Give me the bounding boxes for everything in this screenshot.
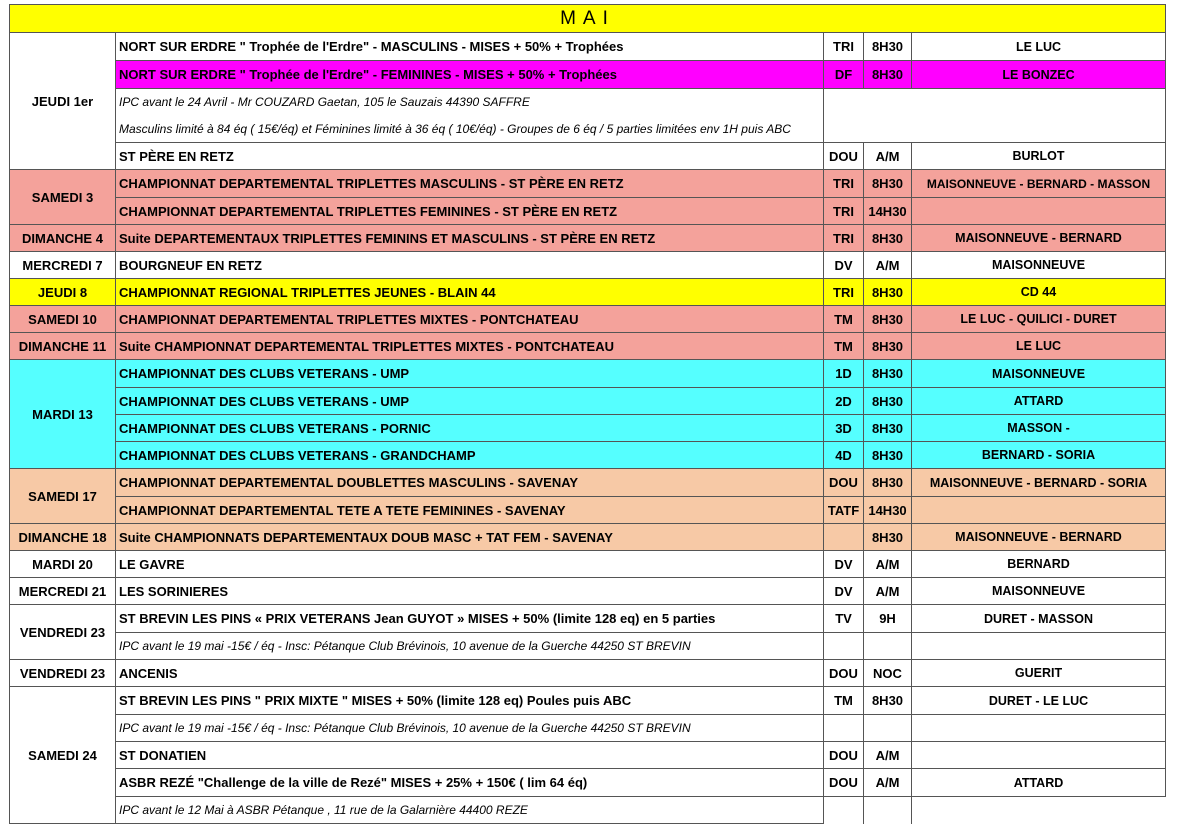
event-cell: LES SORINIERES <box>116 578 824 605</box>
arbiter-cell: MAISONNEUVE <box>912 252 1166 279</box>
table-row <box>10 660 1166 687</box>
time-cell: 8H30 <box>864 279 912 306</box>
time-cell: 9H <box>864 605 912 633</box>
table-row <box>10 687 1166 715</box>
table-row <box>10 198 1166 225</box>
event-cell: CHAMPIONNAT DEPARTEMENTAL TRIPLETTES MASCULINS - ST PÈRE EN RETZ <box>116 170 824 198</box>
type-cell: DV <box>824 551 864 578</box>
event-cell: ST BREVIN LES PINS « PRIX VETERANS Jean GUYOT » MISES + 50% (limite 128 eq) en 5 parties <box>116 605 824 633</box>
note-cell: IPC avant le 12 Mai à ASBR Pétanque , 11 rue de la Galarnière 44400 REZE <box>116 797 824 824</box>
table-row <box>10 442 1166 469</box>
blank-cell <box>864 715 912 742</box>
table-row <box>10 497 1166 524</box>
type-cell: 3D <box>824 415 864 442</box>
type-cell: TRI <box>824 198 864 225</box>
table-row <box>10 715 1166 742</box>
type-cell: DV <box>824 578 864 605</box>
month-title-row <box>10 5 1166 33</box>
arbiter-cell: LE LUC - QUILICI - DURET <box>912 306 1166 333</box>
time-cell: NOC <box>864 660 912 687</box>
type-cell: TRI <box>824 279 864 306</box>
note-cell: Masculins limité à 84 éq ( 15€/éq) et Féminines limité à 36 éq ( 10€/éq) - Groupes de 6 éq / 5 parties limitées env 1H puis ABC <box>116 116 824 143</box>
type-cell: 1D <box>824 360 864 388</box>
day-cell: SAMEDI 3 <box>10 170 116 225</box>
time-cell: 8H30 <box>864 687 912 715</box>
type-cell: 2D <box>824 388 864 415</box>
note-cell: IPC avant le 19 mai -15€ / éq - Insc: Pétanque Club Brévinois, 10 avenue de la Guerche 44250 ST BREVIN <box>116 715 824 742</box>
time-cell: 8H30 <box>864 225 912 252</box>
arbiter-cell: BERNARD - SORIA <box>912 442 1166 469</box>
event-cell: ASBR REZÉ "Challenge de la ville de Rezé" MISES + 25% + 150€ ( lim 64 éq) <box>116 769 824 797</box>
event-cell: BOURGNEUF EN RETZ <box>116 252 824 279</box>
blank-cell <box>864 633 912 660</box>
time-cell: 8H30 <box>864 33 912 61</box>
arbiter-cell: MASSON - <box>912 415 1166 442</box>
table-row <box>10 170 1166 198</box>
table-row <box>10 33 1166 61</box>
arbiter-cell: MAISONNEUVE - BERNARD <box>912 524 1166 551</box>
type-cell <box>824 524 864 551</box>
blank-cell <box>912 715 1166 742</box>
event-cell: CHAMPIONNAT DEPARTEMENTAL TETE A TETE FEMININES - SAVENAY <box>116 497 824 524</box>
arbiter-cell <box>912 198 1166 225</box>
event-cell: NORT SUR ERDRE " Trophée de l'Erdre" - MASCULINS - MISES + 50% + Trophées <box>116 33 824 61</box>
type-cell: TM <box>824 333 864 360</box>
arbiter-cell: ATTARD <box>912 388 1166 415</box>
blank-cell <box>824 715 864 742</box>
event-cell: CHAMPIONNAT DES CLUBS VETERANS - GRANDCHAMP <box>116 442 824 469</box>
arbiter-cell: BERNARD <box>912 551 1166 578</box>
event-cell: CHAMPIONNAT DES CLUBS VETERANS - UMP <box>116 388 824 415</box>
table-row <box>10 306 1166 333</box>
event-cell: ST DONATIEN <box>116 742 824 769</box>
day-cell: MERCREDI 21 <box>10 578 116 605</box>
time-cell: 14H30 <box>864 497 912 524</box>
day-cell: MARDI 20 <box>10 551 116 578</box>
time-cell: A/M <box>864 252 912 279</box>
time-cell: 8H30 <box>864 333 912 360</box>
time-cell: 8H30 <box>864 415 912 442</box>
time-cell: 8H30 <box>864 469 912 497</box>
time-cell: A/M <box>864 143 912 170</box>
blank-cell <box>824 797 864 824</box>
day-cell: DIMANCHE 11 <box>10 333 116 360</box>
table-row <box>10 252 1166 279</box>
event-cell: CHAMPIONNAT DEPARTEMENTAL TRIPLETTES FEMININES - ST PÈRE EN RETZ <box>116 198 824 225</box>
arbiter-cell: LE BONZEC <box>912 61 1166 89</box>
table-row <box>10 143 1166 170</box>
table-row <box>10 633 1166 660</box>
table-row <box>10 605 1166 633</box>
day-cell: DIMANCHE 4 <box>10 225 116 252</box>
type-cell: TV <box>824 605 864 633</box>
event-cell: Suite CHAMPIONNATS DEPARTEMENTAUX DOUB MASC + TAT FEM - SAVENAY <box>116 524 824 551</box>
day-cell: SAMEDI 24 <box>10 687 116 824</box>
event-cell: Suite DEPARTEMENTAUX TRIPLETTES FEMININS ET MASCULINS - ST PÈRE EN RETZ <box>116 225 824 252</box>
time-cell: 8H30 <box>864 170 912 198</box>
table-row <box>10 225 1166 252</box>
day-cell: SAMEDI 10 <box>10 306 116 333</box>
table-row <box>10 333 1166 360</box>
table-row <box>10 469 1166 497</box>
day-cell: JEUDI 1er <box>10 33 116 170</box>
arbiter-cell: MAISONNEUVE <box>912 578 1166 605</box>
month-title: MAI <box>10 5 1166 33</box>
time-cell: A/M <box>864 551 912 578</box>
type-cell: DV <box>824 252 864 279</box>
type-cell: DOU <box>824 742 864 769</box>
type-cell: TATF <box>824 497 864 524</box>
time-cell: 8H30 <box>864 306 912 333</box>
blank-cell <box>824 89 1166 143</box>
arbiter-cell: MAISONNEUVE <box>912 360 1166 388</box>
arbiter-cell: DURET - MASSON <box>912 605 1166 633</box>
type-cell: DOU <box>824 143 864 170</box>
blank-cell <box>912 797 1166 824</box>
type-cell: TRI <box>824 170 864 198</box>
table-row <box>10 388 1166 415</box>
time-cell: 8H30 <box>864 360 912 388</box>
type-cell: TM <box>824 306 864 333</box>
schedule-table <box>9 4 1166 824</box>
table-row <box>10 742 1166 769</box>
arbiter-cell: MAISONNEUVE - BERNARD <box>912 225 1166 252</box>
type-cell: TRI <box>824 33 864 61</box>
time-cell: 8H30 <box>864 442 912 469</box>
event-cell: CHAMPIONNAT DEPARTEMENTAL TRIPLETTES MIXTES - PONTCHATEAU <box>116 306 824 333</box>
table-row <box>10 279 1166 306</box>
note-cell: IPC avant le 24 Avril - Mr COUZARD Gaetan, 105 le Sauzais 44390 SAFFRE <box>116 89 824 116</box>
arbiter-cell: MAISONNEUVE - BERNARD - MASSON <box>912 170 1166 198</box>
arbiter-cell <box>912 497 1166 524</box>
arbiter-cell: MAISONNEUVE - BERNARD - SORIA <box>912 469 1166 497</box>
type-cell: DF <box>824 61 864 89</box>
arbiter-cell: LE LUC <box>912 333 1166 360</box>
table-row <box>10 89 1166 116</box>
calendar-sheet <box>9 4 1166 824</box>
table-row <box>10 769 1166 797</box>
day-cell: VENDREDI 23 <box>10 605 116 660</box>
day-cell: MERCREDI 7 <box>10 252 116 279</box>
arbiter-cell: GUERIT <box>912 660 1166 687</box>
arbiter-cell: LE LUC <box>912 33 1166 61</box>
time-cell: 14H30 <box>864 198 912 225</box>
event-cell: ST PÈRE EN RETZ <box>116 143 824 170</box>
arbiter-cell: ATTARD <box>912 769 1166 797</box>
table-row <box>10 415 1166 442</box>
event-cell: Suite CHAMPIONNAT DEPARTEMENTAL TRIPLETTES MIXTES - PONTCHATEAU <box>116 333 824 360</box>
time-cell: 8H30 <box>864 61 912 89</box>
type-cell: TRI <box>824 225 864 252</box>
arbiter-cell: CD 44 <box>912 279 1166 306</box>
time-cell: A/M <box>864 769 912 797</box>
event-cell: ST BREVIN LES PINS " PRIX MIXTE " MISES + 50% (limite 128 eq) Poules puis ABC <box>116 687 824 715</box>
type-cell: DOU <box>824 769 864 797</box>
time-cell: 8H30 <box>864 388 912 415</box>
arbiter-cell <box>912 742 1166 769</box>
day-cell: SAMEDI 17 <box>10 469 116 524</box>
note-cell: IPC avant le 19 mai -15€ / éq - Insc: Pétanque Club Brévinois, 10 avenue de la Guerche 44250 ST BREVIN <box>116 633 824 660</box>
blank-cell <box>864 797 912 824</box>
day-cell: DIMANCHE 18 <box>10 524 116 551</box>
table-row <box>10 360 1166 388</box>
arbiter-cell: DURET - LE LUC <box>912 687 1166 715</box>
day-cell: MARDI 13 <box>10 360 116 469</box>
day-cell: VENDREDI 23 <box>10 660 116 687</box>
table-row <box>10 551 1166 578</box>
blank-cell <box>824 633 864 660</box>
time-cell: A/M <box>864 578 912 605</box>
type-cell: DOU <box>824 660 864 687</box>
event-cell: CHAMPIONNAT DES CLUBS VETERANS - UMP <box>116 360 824 388</box>
type-cell: DOU <box>824 469 864 497</box>
table-row <box>10 524 1166 551</box>
event-cell: ANCENIS <box>116 660 824 687</box>
event-cell: CHAMPIONNAT DEPARTEMENTAL DOUBLETTES MASCULINS - SAVENAY <box>116 469 824 497</box>
blank-cell <box>912 633 1166 660</box>
type-cell: 4D <box>824 442 864 469</box>
day-cell: JEUDI 8 <box>10 279 116 306</box>
table-row <box>10 797 1166 824</box>
event-cell: NORT SUR ERDRE " Trophée de l'Erdre" - FEMININES - MISES + 50% + Trophées <box>116 61 824 89</box>
event-cell: CHAMPIONNAT DES CLUBS VETERANS - PORNIC <box>116 415 824 442</box>
arbiter-cell: BURLOT <box>912 143 1166 170</box>
time-cell: A/M <box>864 742 912 769</box>
time-cell: 8H30 <box>864 524 912 551</box>
table-row <box>10 578 1166 605</box>
event-cell: CHAMPIONNAT REGIONAL TRIPLETTES JEUNES - BLAIN 44 <box>116 279 824 306</box>
event-cell: LE GAVRE <box>116 551 824 578</box>
table-row <box>10 61 1166 89</box>
type-cell: TM <box>824 687 864 715</box>
